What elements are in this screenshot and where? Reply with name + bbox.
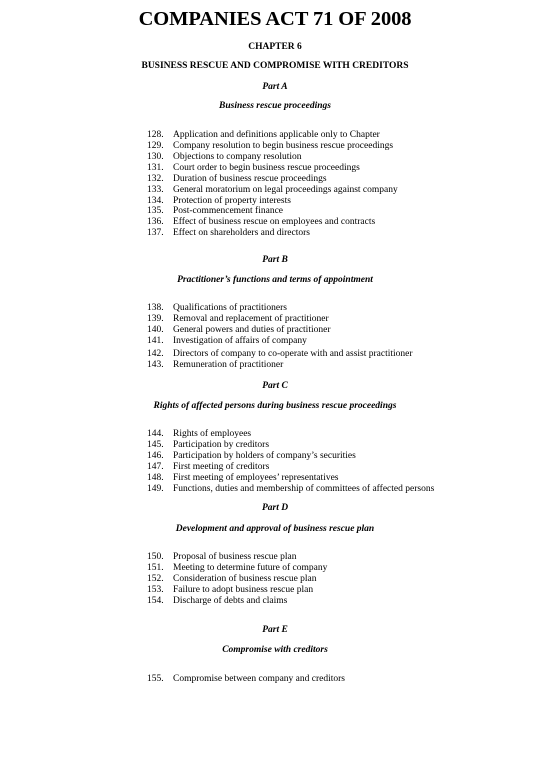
section-number: 133. bbox=[147, 185, 164, 195]
section-title: Removal and replacement of practitioner bbox=[173, 314, 329, 324]
section-number: 139. bbox=[147, 314, 164, 324]
part-d-label: Part D bbox=[261, 503, 289, 513]
section-title: Duration of business rescue proceedings bbox=[173, 174, 327, 184]
part-b-label: Part B bbox=[262, 255, 288, 265]
toc-item bbox=[147, 585, 313, 596]
section-number: 154. bbox=[147, 596, 164, 606]
section-title: Investigation of affairs of company bbox=[173, 336, 307, 346]
section-title: Compromise between company and creditors bbox=[173, 674, 346, 684]
section-title: Participation by holders of company’s securities bbox=[173, 451, 356, 461]
section-number: 142. bbox=[147, 349, 164, 359]
section-title: Meeting to determine future of company bbox=[173, 563, 328, 573]
part-a-title: Business rescue proceedings bbox=[219, 101, 331, 111]
toc-item bbox=[147, 130, 380, 141]
section-title: Failure to adopt business rescue plan bbox=[173, 585, 314, 595]
section-title: Consideration of business rescue plan bbox=[173, 574, 317, 584]
part-e-title: Compromise with creditors bbox=[222, 645, 328, 655]
section-number: 146. bbox=[147, 451, 164, 461]
section-number: 148. bbox=[147, 473, 164, 483]
section-number: 141. bbox=[147, 336, 164, 346]
part-c-label: Part C bbox=[262, 381, 288, 391]
toc-item bbox=[147, 484, 434, 495]
section-number: 147. bbox=[147, 462, 164, 472]
section-title: Participation by creditors bbox=[173, 440, 270, 450]
section-number: 132. bbox=[147, 174, 164, 184]
toc-item bbox=[147, 152, 302, 163]
toc-item bbox=[147, 206, 283, 217]
section-title: Discharge of debts and claims bbox=[173, 596, 288, 606]
section-title: Post-commencement finance bbox=[173, 206, 284, 216]
chapter-number: CHAPTER 6 bbox=[248, 42, 302, 52]
section-title: Remuneration of practitioner bbox=[173, 360, 284, 370]
toc-item bbox=[147, 674, 345, 685]
section-title: First meeting of creditors bbox=[173, 462, 270, 472]
section-title: Effect on shareholders and directors bbox=[173, 228, 310, 238]
section-number: 130. bbox=[147, 152, 164, 162]
section-title: Qualifications of practitioners bbox=[173, 303, 287, 313]
toc-item bbox=[147, 596, 287, 607]
toc-item bbox=[147, 185, 398, 196]
section-number: 137. bbox=[147, 228, 164, 238]
section-number: 140. bbox=[147, 325, 164, 335]
part-e-label: Part E bbox=[262, 625, 288, 635]
section-title: Application and definitions applicable only to Chapter bbox=[173, 130, 380, 140]
toc-item bbox=[147, 552, 296, 563]
toc-item bbox=[147, 228, 310, 239]
section-number: 153. bbox=[147, 585, 164, 595]
toc-item bbox=[147, 303, 287, 314]
section-title: General moratorium on legal proceedings against company bbox=[173, 185, 398, 195]
section-number: 143. bbox=[147, 360, 164, 370]
toc-item bbox=[147, 141, 393, 152]
toc-item bbox=[147, 440, 269, 451]
toc-item bbox=[147, 360, 283, 371]
toc-item bbox=[147, 325, 330, 336]
section-title: General powers and duties of practitioner bbox=[173, 325, 331, 335]
section-number: 135. bbox=[147, 206, 164, 216]
section-number: 129. bbox=[147, 141, 164, 151]
chapter-title: BUSINESS RESCUE AND COMPROMISE WITH CREDITORS bbox=[141, 61, 409, 71]
section-title: Functions, duties and membership of committees of affected persons bbox=[173, 484, 435, 494]
section-number: 145. bbox=[147, 440, 164, 450]
section-number: 155. bbox=[147, 674, 164, 684]
section-title: First meeting of employees’ representatives bbox=[173, 473, 339, 483]
toc-item bbox=[147, 473, 339, 484]
section-number: 136. bbox=[147, 217, 164, 227]
part-a-label: Part A bbox=[262, 82, 288, 92]
toc-item bbox=[147, 429, 251, 440]
toc-item bbox=[147, 314, 329, 325]
part-d-title: Development and approval of business rescue plan bbox=[175, 524, 375, 534]
toc-item bbox=[147, 574, 317, 585]
section-number: 128. bbox=[147, 130, 164, 140]
section-number: 144. bbox=[147, 429, 164, 439]
section-title: Effect of business rescue on employees and contracts bbox=[173, 217, 376, 227]
section-number: 152. bbox=[147, 574, 164, 584]
document-title: COMPANIES ACT 71 OF 2008 bbox=[138, 8, 412, 30]
section-number: 151. bbox=[147, 563, 164, 573]
toc-item bbox=[147, 462, 269, 473]
toc-item bbox=[147, 451, 356, 462]
toc-item bbox=[147, 349, 413, 360]
section-number: 134. bbox=[147, 196, 164, 206]
section-title: Rights of employees bbox=[173, 429, 252, 439]
part-c-title: Rights of affected persons during business rescue proceedings bbox=[153, 401, 397, 411]
section-title: Proposal of business rescue plan bbox=[173, 552, 297, 562]
toc-item bbox=[147, 563, 327, 574]
toc-item bbox=[147, 336, 307, 347]
section-title: Court order to begin business rescue proceedings bbox=[173, 163, 360, 173]
section-number: 149. bbox=[147, 484, 164, 494]
toc-item bbox=[147, 174, 327, 185]
section-number: 131. bbox=[147, 163, 164, 173]
toc-item bbox=[147, 217, 375, 228]
section-title: Protection of property interests bbox=[173, 196, 291, 206]
toc-item bbox=[147, 163, 360, 174]
section-title: Objections to company resolution bbox=[173, 152, 302, 162]
section-number: 150. bbox=[147, 552, 164, 562]
section-number: 138. bbox=[147, 303, 164, 313]
section-title: Company resolution to begin business rescue proceedings bbox=[173, 141, 394, 151]
part-b-title: Practitioner’s functions and terms of appointment bbox=[177, 275, 373, 285]
section-title: Directors of company to co-operate with and assist practitioner bbox=[173, 349, 413, 359]
